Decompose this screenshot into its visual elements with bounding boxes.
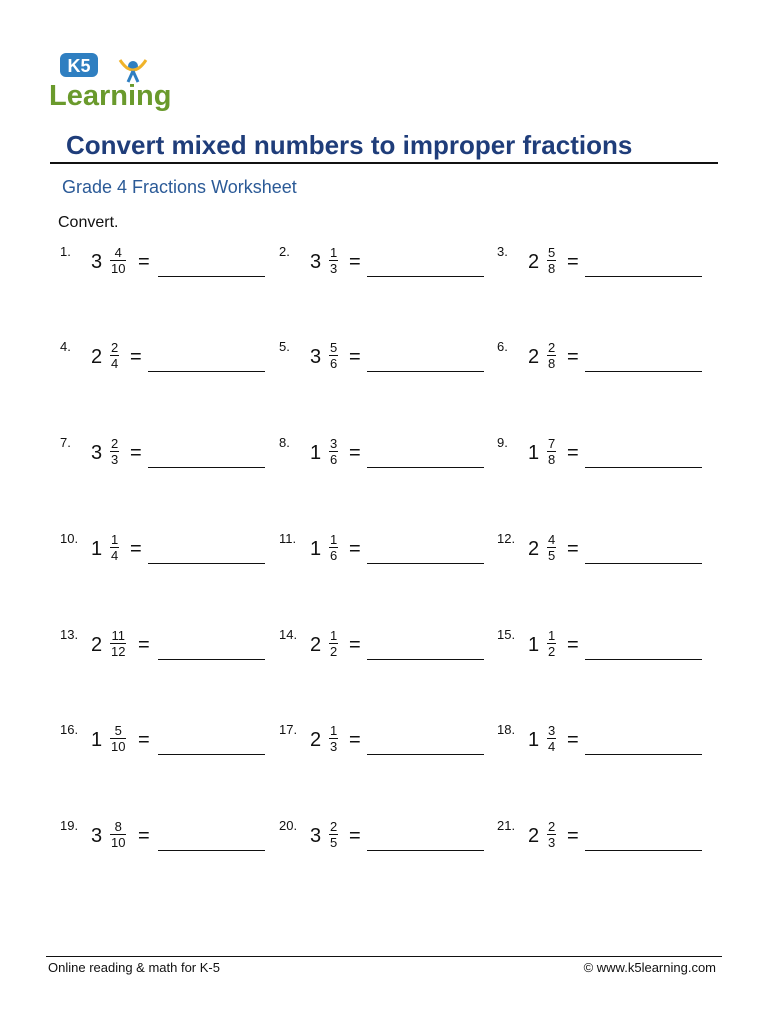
instruction-text: Convert.: [58, 214, 119, 231]
fraction: [329, 819, 338, 850]
whole-number: 1: [310, 538, 322, 560]
equals-sign: =: [349, 538, 361, 560]
equals-sign: =: [567, 346, 579, 368]
problem-number: 17.: [279, 722, 298, 737]
problem-number: 6.: [497, 339, 508, 354]
fraction: [547, 340, 556, 371]
whole-number: 3: [310, 251, 322, 273]
problem-item: [279, 531, 489, 591]
fraction: [329, 532, 338, 563]
fraction: [110, 819, 126, 850]
fraction: [110, 436, 119, 467]
whole-number: 1: [528, 729, 540, 751]
whole-number: 2: [91, 634, 103, 656]
whole-number: 2: [91, 346, 103, 368]
whole-number: 2: [528, 346, 540, 368]
equals-sign: =: [130, 442, 142, 464]
answer-blank[interactable]: [585, 850, 702, 851]
fraction: [547, 532, 556, 563]
numerator: 1: [330, 628, 338, 643]
problem-item: [497, 818, 707, 878]
equals-sign: =: [138, 251, 150, 273]
whole-number: 1: [528, 442, 540, 464]
denominator: 10: [111, 835, 126, 850]
numerator: 2: [548, 819, 556, 834]
denominator: 8: [548, 261, 556, 276]
numerator: 3: [548, 723, 556, 738]
problem-number: 7.: [60, 435, 71, 450]
problem-item: [60, 818, 270, 878]
equals-sign: =: [567, 825, 579, 847]
denominator: 8: [548, 452, 556, 467]
denominator: 10: [111, 261, 126, 276]
denominator: 6: [330, 356, 338, 371]
numerator: 1: [330, 532, 338, 547]
fraction: [329, 723, 338, 754]
equals-sign: =: [349, 346, 361, 368]
problem-number: 19.: [60, 818, 79, 833]
numerator: 1: [548, 628, 556, 643]
problem-number: 3.: [497, 244, 508, 259]
problem-item: [60, 435, 270, 495]
equals-sign: =: [567, 634, 579, 656]
answer-blank[interactable]: [367, 276, 484, 277]
problem-number: 2.: [279, 244, 290, 259]
numerator: 2: [111, 340, 119, 355]
fraction: [329, 245, 338, 276]
fraction: [110, 723, 126, 754]
denominator: 5: [330, 835, 338, 850]
whole-number: 3: [91, 825, 103, 847]
problem-item: [60, 531, 270, 591]
problem-item: [60, 627, 270, 687]
equals-sign: =: [138, 825, 150, 847]
numerator: 1: [111, 532, 119, 547]
problem-number: 14.: [279, 627, 298, 642]
fraction: [329, 628, 338, 659]
answer-blank[interactable]: [148, 371, 265, 372]
problem-item: [279, 818, 489, 878]
numerator: 1: [330, 245, 338, 260]
answer-blank[interactable]: [367, 371, 484, 372]
problem-number: 9.: [497, 435, 508, 450]
equals-sign: =: [349, 442, 361, 464]
problem-item: [497, 531, 707, 591]
whole-number: 1: [91, 538, 103, 560]
denominator: 5: [548, 548, 556, 563]
numerator: 8: [114, 819, 122, 834]
svg-text:Learning: Learning: [49, 80, 172, 112]
answer-blank[interactable]: [367, 467, 484, 468]
problem-number: 11.: [279, 531, 297, 546]
equals-sign: =: [567, 538, 579, 560]
equals-sign: =: [567, 729, 579, 751]
equals-sign: =: [567, 251, 579, 273]
answer-blank[interactable]: [367, 850, 484, 851]
problem-number: 4.: [60, 339, 71, 354]
denominator: 3: [548, 835, 556, 850]
problem-number: 21.: [497, 818, 516, 833]
worksheet-title: Convert mixed numbers to improper fractions: [66, 130, 633, 160]
problem-item: [279, 435, 489, 495]
numerator: 7: [548, 436, 556, 451]
answer-blank[interactable]: [585, 371, 702, 372]
answer-blank[interactable]: [585, 276, 702, 277]
denominator: 10: [111, 739, 126, 754]
answer-blank[interactable]: [367, 563, 484, 564]
answer-blank[interactable]: [148, 467, 265, 468]
answer-blank[interactable]: [585, 659, 702, 660]
fraction: [329, 436, 338, 467]
whole-number: 3: [310, 346, 322, 368]
fraction: [329, 340, 338, 371]
equals-sign: =: [567, 442, 579, 464]
denominator: 12: [111, 644, 126, 659]
denominator: 2: [330, 644, 338, 659]
answer-blank[interactable]: [367, 754, 484, 755]
answer-blank[interactable]: [158, 754, 265, 755]
whole-number: 3: [91, 442, 103, 464]
whole-number: 2: [528, 538, 540, 560]
problem-item: [497, 627, 707, 687]
problem-number: 8.: [279, 435, 290, 450]
equals-sign: =: [138, 634, 150, 656]
whole-number: 2: [310, 634, 322, 656]
problem-item: [60, 244, 270, 304]
answer-blank[interactable]: [367, 659, 484, 660]
denominator: 3: [330, 261, 338, 276]
denominator: 4: [111, 356, 119, 371]
answer-blank[interactable]: [585, 467, 702, 468]
problem-number: 16.: [60, 722, 79, 737]
answer-blank[interactable]: [158, 850, 265, 851]
numerator: 3: [330, 436, 338, 451]
whole-number: 1: [91, 729, 103, 751]
fraction: [547, 819, 556, 850]
fraction: [547, 436, 556, 467]
equals-sign: =: [138, 729, 150, 751]
problem-number: 10.: [60, 531, 79, 546]
worksheet-subtitle: Grade 4 Fractions Worksheet: [62, 177, 297, 197]
numerator: 1: [330, 723, 338, 738]
footer-divider: [46, 956, 722, 957]
denominator: 6: [330, 452, 338, 467]
problem-item: [60, 339, 270, 399]
svg-text:K5: K5: [67, 56, 91, 76]
title-divider: [50, 162, 718, 164]
whole-number: 3: [91, 251, 103, 273]
problem-item: [497, 722, 707, 782]
fraction: [110, 628, 126, 659]
problem-item: [279, 722, 489, 782]
denominator: 4: [548, 739, 556, 754]
numerator: 5: [114, 723, 122, 738]
problem-number: 1.: [60, 244, 71, 259]
answer-blank[interactable]: [585, 754, 702, 755]
problem-number: 13.: [60, 627, 79, 642]
problem-number: 20.: [279, 818, 298, 833]
answer-blank[interactable]: [158, 276, 265, 277]
numerator: 2: [330, 819, 338, 834]
problem-item: [60, 722, 270, 782]
equals-sign: =: [130, 538, 142, 560]
fraction: [110, 532, 119, 563]
problem-item: [279, 339, 489, 399]
problem-number: 5.: [279, 339, 290, 354]
whole-number: 2: [310, 729, 322, 751]
problem-item: [497, 435, 707, 495]
equals-sign: =: [130, 346, 142, 368]
whole-number: 3: [310, 825, 322, 847]
problem-item: [497, 339, 707, 399]
fraction: [547, 245, 556, 276]
fraction: [547, 628, 556, 659]
numerator: 2: [548, 340, 556, 355]
footer-tagline: Online reading & math for K-5: [48, 960, 220, 975]
whole-number: 1: [528, 634, 540, 656]
problem-number: 15.: [497, 627, 516, 642]
problem-number: 12.: [497, 531, 516, 546]
equals-sign: =: [349, 251, 361, 273]
k5-learning-logo: [48, 50, 188, 114]
denominator: 8: [548, 356, 556, 371]
problem-item: [497, 244, 707, 304]
whole-number: 2: [528, 251, 540, 273]
whole-number: 2: [528, 825, 540, 847]
problem-item: [279, 244, 489, 304]
answer-blank[interactable]: [158, 659, 265, 660]
answer-blank[interactable]: [148, 563, 265, 564]
fraction: [110, 245, 126, 276]
problem-number: 18.: [497, 722, 516, 737]
numerator: 4: [114, 245, 122, 260]
fraction: [547, 723, 556, 754]
numerator: 4: [548, 532, 556, 547]
equals-sign: =: [349, 634, 361, 656]
problem-item: [279, 627, 489, 687]
denominator: 4: [111, 548, 119, 563]
denominator: 3: [330, 739, 338, 754]
equals-sign: =: [349, 825, 361, 847]
denominator: 3: [111, 452, 119, 467]
footer-website: © www.k5learning.com: [583, 960, 716, 975]
fraction: [110, 340, 119, 371]
denominator: 2: [548, 644, 556, 659]
numerator: 11: [111, 628, 125, 643]
numerator: 5: [330, 340, 338, 355]
numerator: 2: [111, 436, 119, 451]
numerator: 5: [548, 245, 556, 260]
whole-number: 1: [310, 442, 322, 464]
equals-sign: =: [349, 729, 361, 751]
denominator: 6: [330, 548, 338, 563]
answer-blank[interactable]: [585, 563, 702, 564]
